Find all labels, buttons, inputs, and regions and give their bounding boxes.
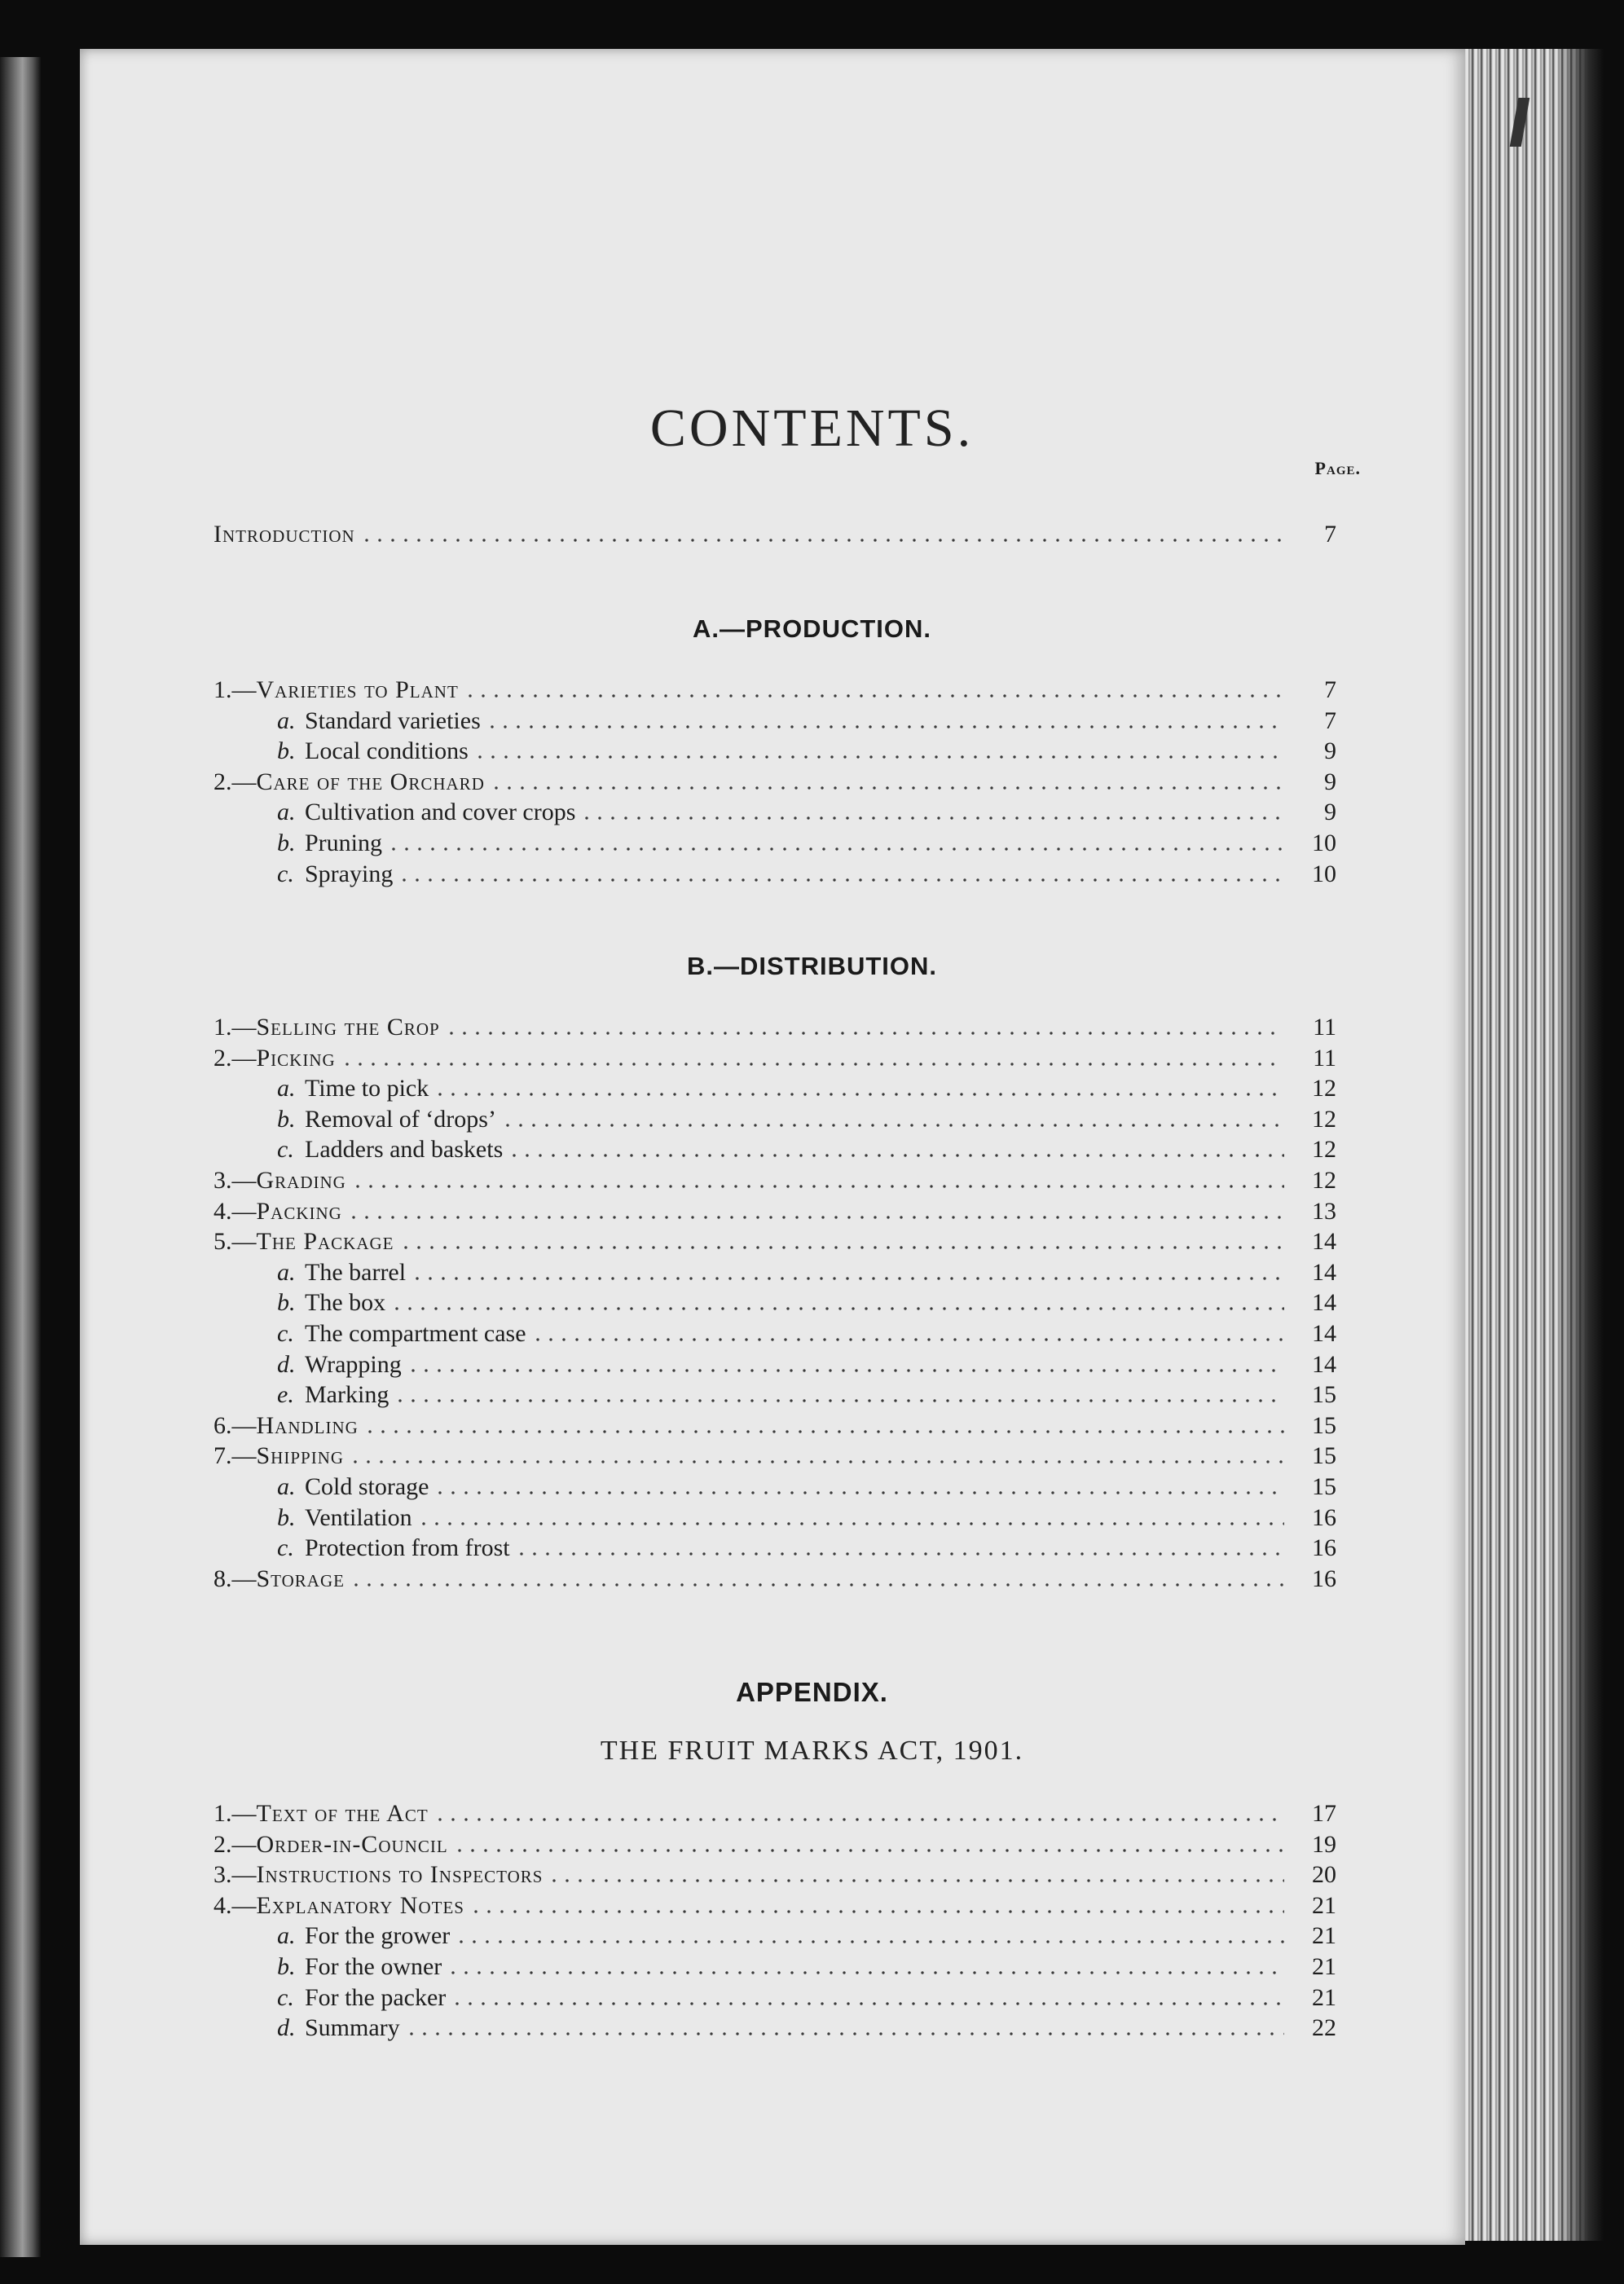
dot-leader bbox=[434, 1092, 1284, 1097]
dot-leader bbox=[349, 1459, 1284, 1464]
toc-entry-number: 5.— bbox=[213, 1228, 257, 1256]
toc-entry-label: Shipping bbox=[256, 1442, 345, 1470]
dot-leader bbox=[490, 786, 1284, 790]
dot-leader bbox=[531, 1337, 1284, 1342]
toc-entry-page: 20 bbox=[1312, 1861, 1336, 1889]
dot-leader bbox=[453, 1848, 1284, 1853]
toc-entry-number: a. bbox=[277, 1075, 296, 1102]
toc-entry-number: a. bbox=[277, 1258, 296, 1286]
toc-entry-page: 12 bbox=[1312, 1105, 1336, 1133]
toc-entry-label: Handling bbox=[256, 1411, 359, 1439]
toc-entry bbox=[277, 1950, 1336, 1983]
toc-entry bbox=[213, 1041, 1336, 1074]
toc-entry-page: 9 bbox=[1324, 737, 1336, 765]
dot-leader bbox=[464, 693, 1284, 698]
toc-entry-number: a. bbox=[277, 706, 296, 734]
toc-entry-number: a. bbox=[277, 1922, 296, 1950]
toc-entry-label: Care of the Orchard bbox=[256, 768, 485, 795]
toc-entry bbox=[277, 1981, 1336, 2013]
toc-entry-page: 11 bbox=[1313, 1014, 1336, 1041]
toc-entry bbox=[277, 1348, 1336, 1380]
toc-entry-label: Local conditions bbox=[305, 737, 469, 765]
toc-entry-label: Picking bbox=[256, 1044, 336, 1072]
toc-entry-number: c. bbox=[277, 1320, 294, 1347]
toc-entry bbox=[213, 1225, 1336, 1257]
dot-leader bbox=[360, 538, 1284, 543]
toc-entry-number: b. bbox=[277, 1953, 296, 1980]
toc-entry-number: 1.— bbox=[213, 1014, 257, 1041]
toc-entry bbox=[277, 826, 1336, 859]
toc-entry-label: Time to pick bbox=[305, 1075, 429, 1102]
dot-leader bbox=[387, 847, 1284, 852]
toc-entry-number: 3.— bbox=[213, 1167, 257, 1194]
toc-entry-number: 1.— bbox=[213, 676, 257, 703]
toc-entry-label: Introduction bbox=[213, 521, 355, 548]
toc-entry bbox=[213, 765, 1336, 798]
dot-leader bbox=[447, 1970, 1284, 1975]
dot-leader bbox=[455, 1939, 1284, 1944]
appendix-heading: APPENDIX. bbox=[736, 1677, 888, 1707]
dot-leader bbox=[580, 816, 1284, 821]
dot-leader bbox=[394, 1398, 1284, 1403]
dot-leader bbox=[363, 1429, 1284, 1434]
toc-entry-page: 10 bbox=[1312, 860, 1336, 887]
toc-entry-number: d. bbox=[277, 1350, 296, 1378]
toc-entry-number: 7.— bbox=[213, 1442, 257, 1470]
toc-entry-page: 16 bbox=[1312, 1534, 1336, 1562]
toc-entry-label: The barrel bbox=[305, 1258, 407, 1286]
dot-leader bbox=[405, 2031, 1284, 2036]
toc-entry-label: Text of the Act bbox=[256, 1800, 429, 1827]
toc-entry bbox=[277, 857, 1336, 890]
dot-leader bbox=[469, 1909, 1284, 1914]
toc-entry-page: 21 bbox=[1312, 1983, 1336, 2011]
toc-entry-introduction bbox=[213, 517, 1336, 550]
dot-leader bbox=[417, 1521, 1284, 1526]
toc-entry bbox=[213, 1164, 1336, 1196]
dot-leader bbox=[515, 1551, 1284, 1556]
toc-entry-number: b. bbox=[277, 1503, 296, 1531]
toc-entry-number: c. bbox=[277, 1983, 294, 2011]
toc-entry-page: 16 bbox=[1312, 1564, 1336, 1592]
toc-entry-page: 14 bbox=[1312, 1289, 1336, 1317]
dot-leader bbox=[407, 1368, 1284, 1373]
toc-entry-label: Ladders and baskets bbox=[305, 1136, 504, 1164]
toc-entry-label: The box bbox=[305, 1289, 386, 1317]
toc-entry-label: Pruning bbox=[305, 830, 383, 856]
toc-entry-number: 2.— bbox=[213, 1830, 257, 1858]
dot-leader bbox=[399, 1245, 1285, 1250]
toc-entry bbox=[213, 1858, 1336, 1890]
toc-entry-label: Ventilation bbox=[305, 1503, 412, 1531]
appendix-subheading: THE FRUIT MARKS ACT, 1901. bbox=[600, 1736, 1024, 1766]
toc-entry-number: 2.— bbox=[213, 768, 257, 795]
toc-entry-number: 3.— bbox=[213, 1861, 257, 1889]
toc-entry-label: For the owner bbox=[305, 1953, 442, 1980]
toc-entry-page: 10 bbox=[1312, 830, 1336, 856]
toc-entry-number: d. bbox=[277, 2014, 296, 2042]
toc-entry-page: 22 bbox=[1312, 2014, 1336, 2042]
toc-entry-number: b. bbox=[277, 737, 296, 765]
toc-entry-page: 15 bbox=[1312, 1473, 1336, 1500]
dot-leader bbox=[486, 724, 1284, 729]
toc-entry-number: 8.— bbox=[213, 1564, 257, 1592]
toc-entry-label: For the grower bbox=[305, 1922, 451, 1950]
dot-leader bbox=[434, 1817, 1284, 1822]
toc-entry-page: 13 bbox=[1312, 1197, 1336, 1225]
toc-entry-number: 1.— bbox=[213, 1800, 257, 1827]
toc-entry bbox=[277, 1102, 1336, 1135]
toc-entry-page: 12 bbox=[1312, 1167, 1336, 1194]
toc-entry-page: 21 bbox=[1312, 1891, 1336, 1919]
section-b-heading: B.—DISTRIBUTION. bbox=[686, 952, 938, 980]
toc-entry bbox=[277, 2011, 1336, 2044]
page-title: CONTENTS. bbox=[649, 398, 975, 458]
toc-entry bbox=[213, 1195, 1336, 1227]
toc-entry-number: c. bbox=[277, 860, 294, 887]
toc-entry-label: Removal of ‘drops’ bbox=[305, 1105, 496, 1133]
toc-entry-label: Grading bbox=[256, 1167, 346, 1194]
toc-entry bbox=[277, 1501, 1336, 1534]
toc-entry bbox=[213, 673, 1336, 706]
toc-entry-number: b. bbox=[277, 830, 296, 856]
dot-leader bbox=[548, 1878, 1284, 1883]
toc-entry-page: 15 bbox=[1312, 1411, 1336, 1439]
toc-entry bbox=[277, 734, 1336, 767]
toc-entry-page: 9 bbox=[1324, 799, 1336, 826]
dot-leader bbox=[445, 1031, 1284, 1036]
dot-leader bbox=[390, 1306, 1284, 1311]
toc-entry-number: e. bbox=[277, 1381, 294, 1409]
toc-entry-page: 21 bbox=[1312, 1953, 1336, 1980]
toc-entry-page: 14 bbox=[1312, 1320, 1336, 1347]
toc-entry-label: Explanatory Notes bbox=[256, 1891, 464, 1919]
toc-entry-page: 12 bbox=[1312, 1075, 1336, 1102]
toc-entry-page: 14 bbox=[1312, 1258, 1336, 1286]
toc-entry-page: 14 bbox=[1312, 1350, 1336, 1378]
toc-entry-label: Cold storage bbox=[305, 1473, 429, 1500]
toc-entry-label: Selling the Crop bbox=[256, 1014, 440, 1041]
toc-entry bbox=[277, 1317, 1336, 1349]
toc-entry-page: 7 bbox=[1324, 706, 1336, 734]
dot-leader bbox=[473, 755, 1284, 759]
toc-entry-label: Varieties to Plant bbox=[256, 676, 459, 703]
toc-entry-number: c. bbox=[277, 1136, 294, 1164]
toc-entry-label: Storage bbox=[256, 1564, 345, 1592]
dot-leader bbox=[398, 878, 1284, 882]
dot-leader bbox=[501, 1123, 1284, 1128]
toc-entry bbox=[213, 1562, 1336, 1595]
toc-entry-page: 7 bbox=[1324, 676, 1336, 703]
toc-entry-page: 11 bbox=[1313, 1044, 1336, 1072]
toc-entry bbox=[213, 1010, 1336, 1043]
toc-entry-page: 16 bbox=[1312, 1503, 1336, 1531]
toc-entry-label: Spraying bbox=[305, 860, 394, 887]
toc-entry bbox=[213, 1828, 1336, 1860]
toc-entry-label: For the packer bbox=[305, 1983, 447, 2011]
dot-leader bbox=[411, 1276, 1284, 1281]
toc-entry bbox=[277, 1919, 1336, 1952]
toc-entry bbox=[277, 1256, 1336, 1288]
toc-entry bbox=[277, 704, 1336, 737]
toc-entry bbox=[277, 1072, 1336, 1104]
toc-entry-page: 15 bbox=[1312, 1381, 1336, 1409]
toc-entry bbox=[277, 1133, 1336, 1165]
page-column-label: Page. bbox=[1314, 458, 1361, 478]
toc-entry-page: 9 bbox=[1324, 768, 1336, 795]
toc-entry-number: b. bbox=[277, 1105, 296, 1133]
toc-entry bbox=[213, 1889, 1336, 1921]
toc-entry-page: 15 bbox=[1312, 1442, 1336, 1470]
toc-entry-page: 14 bbox=[1312, 1228, 1336, 1256]
toc-entry-number: a. bbox=[277, 799, 296, 826]
toc-entry bbox=[277, 1378, 1336, 1410]
dot-leader bbox=[350, 1582, 1284, 1587]
toc-entry-page: 12 bbox=[1312, 1136, 1336, 1164]
toc-entry-page: 21 bbox=[1312, 1922, 1336, 1950]
toc-entry-label: Marking bbox=[305, 1381, 389, 1409]
toc-entry-number: 4.— bbox=[213, 1891, 257, 1919]
toc-entry-label: Summary bbox=[305, 2014, 400, 2042]
toc-entry-page: 17 bbox=[1312, 1800, 1336, 1827]
toc-entry-label: Protection from frost bbox=[305, 1534, 510, 1562]
toc-entry-label: Cultivation and cover crops bbox=[305, 799, 576, 826]
toc-entry-label: Order-in-Council bbox=[256, 1830, 448, 1858]
toc-entry-number: b. bbox=[277, 1289, 296, 1317]
toc-entry bbox=[213, 1409, 1336, 1441]
dot-leader bbox=[341, 1062, 1284, 1067]
dot-leader bbox=[508, 1153, 1284, 1158]
toc-entry-page: 19 bbox=[1312, 1830, 1336, 1858]
toc-entry bbox=[277, 1286, 1336, 1318]
dot-leader bbox=[347, 1215, 1284, 1220]
toc-entry-label: Packing bbox=[256, 1197, 342, 1225]
toc-entry-label: Instructions to Inspectors bbox=[256, 1861, 544, 1889]
toc-entry-number: 2.— bbox=[213, 1044, 257, 1072]
toc-entry bbox=[277, 1531, 1336, 1564]
toc-entry-label: The Package bbox=[256, 1228, 394, 1256]
toc-entry bbox=[277, 795, 1336, 828]
toc-entry-page: 7 bbox=[1324, 521, 1336, 548]
toc-entry-number: a. bbox=[277, 1473, 296, 1500]
toc-entry bbox=[213, 1797, 1336, 1829]
section-a-heading: A.—PRODUCTION. bbox=[693, 614, 931, 643]
dot-leader bbox=[434, 1490, 1284, 1495]
toc-entry bbox=[277, 1470, 1336, 1503]
toc-entry-label: Standard varieties bbox=[305, 706, 481, 734]
toc-entry-label: The compartment case bbox=[305, 1320, 526, 1347]
toc-entry-label: Wrapping bbox=[305, 1350, 402, 1378]
toc-entry-number: 6.— bbox=[213, 1411, 257, 1439]
dot-leader bbox=[351, 1184, 1284, 1189]
toc-entry-number: 4.— bbox=[213, 1197, 257, 1225]
dot-leader bbox=[451, 2001, 1284, 2006]
toc-entry bbox=[213, 1439, 1336, 1472]
toc-entry-number: c. bbox=[277, 1534, 294, 1562]
